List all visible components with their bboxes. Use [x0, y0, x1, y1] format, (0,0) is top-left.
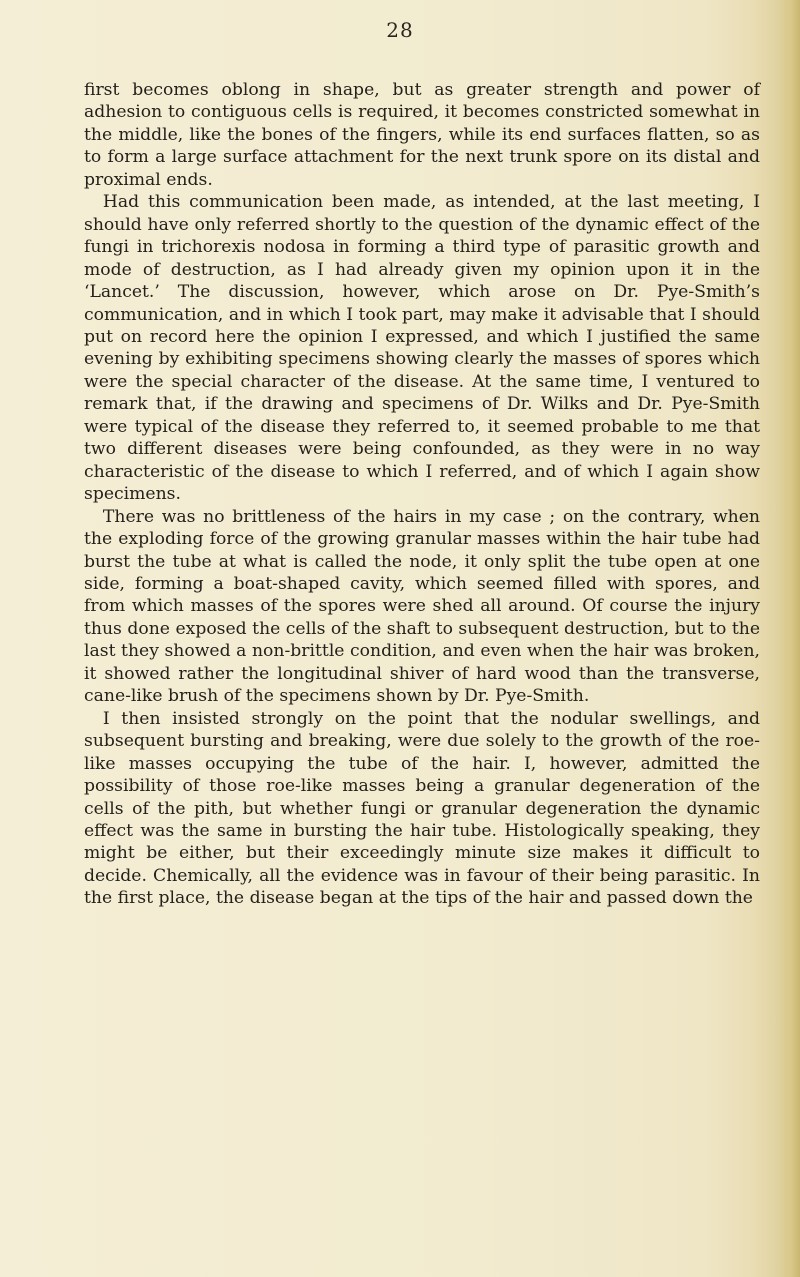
paragraph-4: I then insisted strongly on the point that the nodular swellings, and subsequent bursting and breaking, were due solely to the growth of the roe-like masses occupying the tube of the hair. I, however, admitted the possibility of those roe-like masses being a granular degeneration of the cells of the pith, but whether fungi or granular degeneration the dynamic effect was the same in bursting the hair tube. Histologically speaking, they might be either, but their exceedingly minute size makes it difficult to decide. Chemically, all the evidence was in favour of their being parasitic. In the first place, the disease began at the tips of the hair and passed down the: [84, 708, 760, 909]
paragraph-3: There was no brittleness of the hairs in my case ; on the contrary, when the exploding force of the growing granular masses within the hair tube had burst the tube at what is called the node, it only split the tube open at one side, forming a boat-shaped cavity, which seemed filled with spores, and from which masses of the spores were shed all around. Of course the injury thus done exposed the cells of the shaft to subsequent destruction, but to the last they showed a non-brittle condition, and even when the hair was broken, it showed rather the longitudinal shiver of hard wood than the transverse, cane-like brush of the specimens shown by Dr. Pye-Smith.: [84, 506, 760, 707]
body-text: [84, 79, 760, 910]
paragraph-2: Had this communication been made, as intended, at the last meeting, I should have only referred shortly to the question of the dynamic effect of the fungi in trichorexis nodosa in forming a third type of parasitic growth and mode of destruction, as I had already given my opinion upon it in the ‘Lancet.’ The discussion, however, which arose on Dr. Pye-Smith’s communication, and in which I took part, may make it advisable that I should put on record here the opinion I expressed, and which I justified the same evening by exhibiting specimens showing clearly the masses of spores which were the special character of the disease. At the same time, I ventured to remark that, if the drawing and specimens of Dr. Wilks and Dr. Pye-Smith were typical of the disease they referred to, it seemed probable to me that two different diseases were being confounded, as they were in no way characteristic of the disease to which I referred, and of which I again show specimens.: [84, 192, 760, 505]
page-edge-shadow: [778, 0, 800, 1277]
page-number: 28: [386, 18, 414, 42]
paragraph-1: first becomes oblong in shape, but as greater strength and power of adhesion to contiguous cells is required, it becomes constricted somewhat in the middle, like the bones of the fingers, while its end surfaces flatten, so as to form a large surface attachment for the next trunk spore on its distal and proximal ends.: [84, 80, 760, 190]
